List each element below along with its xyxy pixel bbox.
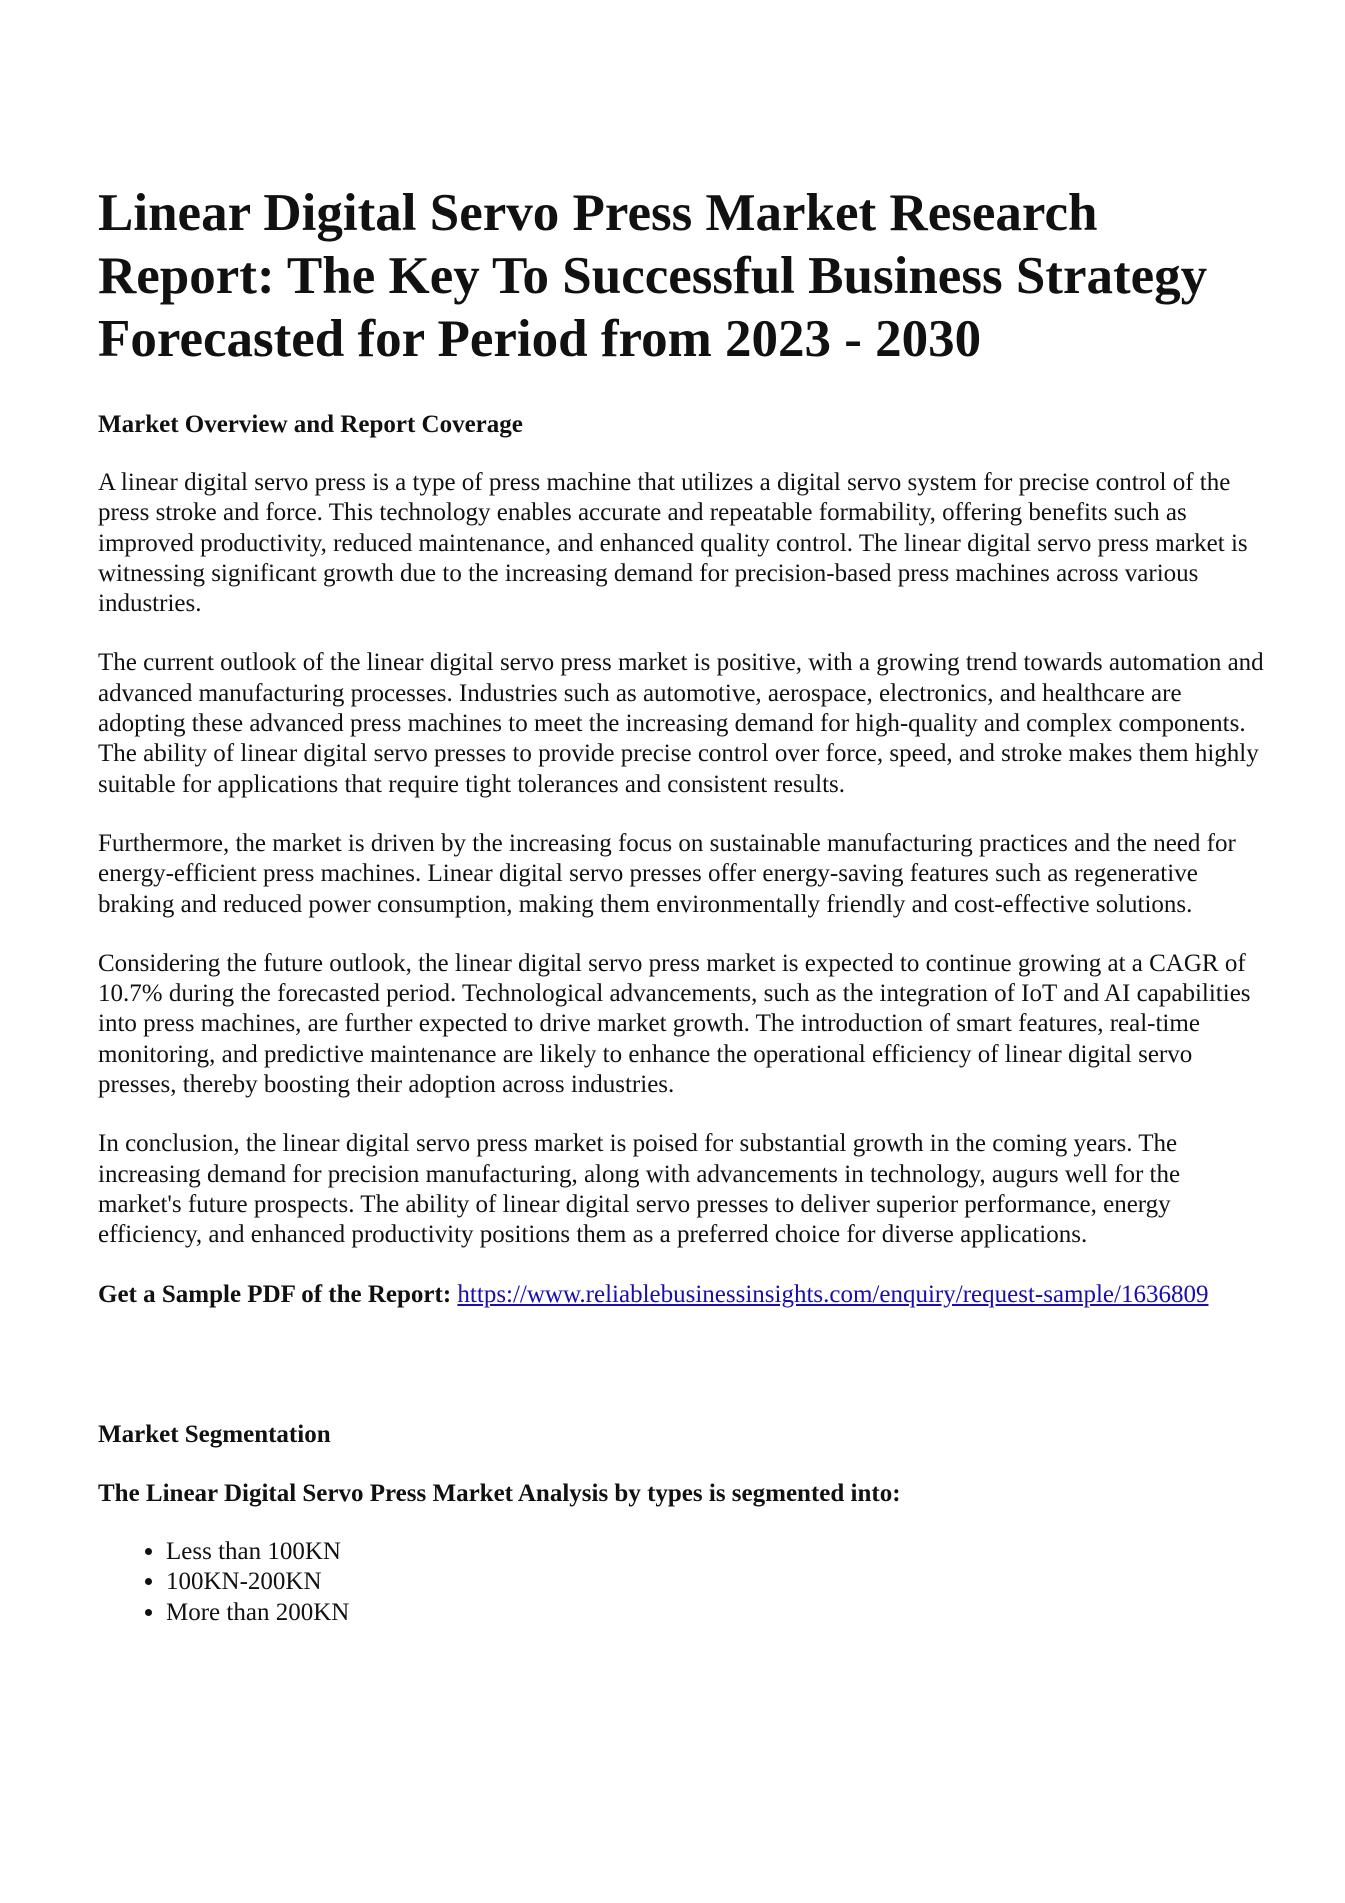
list-item: • 100KN-200KN — [166, 1567, 1268, 1598]
types-heading: The Linear Digital Servo Press Market Analysis by types is segmented into: — [98, 1479, 901, 1507]
overview-paragraph-4: Considering the future outlook, the linear digital servo press market is expected to continue growing at a CAGR of 10.7% during the forecasted period. Technological advancements, such as the integration of IoT and AI capabilities into press machines, are further expected to drive market growth. The introduction of smart features, real-time monitoring, and predictive maintenance are likely to enhance the operational efficiency of linear digital servo presses, thereby boosting their adoption across industries. — [98, 949, 1251, 1099]
segmentation-heading: Market Segmentation — [98, 1420, 331, 1448]
overview-paragraph-1: A linear digital servo press is a type of press machine that utilizes a digital servo system for precise control of the press stroke and force. This technology enables accurate and repeatable formability, offering benefits such as improved productivity, reduced maintenance, and enhanced quality control. The linear digital servo press market is witnessing significant growth due to the increasing demand for precision-based press machines across various industries. — [98, 469, 1248, 618]
list-item: • Less than 100KN — [166, 1537, 1268, 1568]
sample-pdf-line — [98, 1280, 1268, 1310]
sample-pdf-link[interactable]: https://www.reliablebusinessinsights.com/enquiry/request-sample/1636809 — [457, 1280, 1209, 1308]
sample-pdf-label: Get a Sample PDF of the Report: — [98, 1280, 452, 1308]
document-page — [98, 182, 1268, 1628]
list-item: • More than 200KN — [166, 1598, 1268, 1629]
overview-paragraph-2: The current outlook of the linear digital servo press market is positive, with a growing trend towards automation and advanced manufacturing processes. Industries such as automotive, aerospace, electronics, and healthcare are adopting these advanced press machines to meet the increasing demand for high-quality and complex components. The ability of linear digital servo presses to provide precise control over force, speed, and stroke makes them highly suitable for applications that require tight tolerances and consistent results. — [98, 649, 1264, 798]
overview-paragraph-5: In conclusion, the linear digital servo press market is poised for substantial growth in the coming years. The increasing demand for precision manufacturing, along with advancements in technology, augurs well for the market's future prospects. The ability of linear digital servo presses to deliver superior performance, energy efficiency, and enhanced productivity positions them as a preferred choice for diverse applications. — [98, 1130, 1181, 1249]
types-list — [98, 1537, 1268, 1629]
section-spacer — [98, 1339, 1268, 1419]
overview-paragraph-3: Furthermore, the market is driven by the increasing focus on sustainable manufacturing practices and the need for energy-efficient press machines. Linear digital servo presses offer energy-saving features such as regenerative braking and reduced power consumption, making them environmentally friendly and cost-effective solutions. — [98, 829, 1236, 918]
overview-heading: Market Overview and Report Coverage — [98, 411, 523, 438]
document-title: Linear Digital Servo Press Market Research Report: The Key To Successful Business Strategy Forecasted for Period from 2023 - 2030 — [98, 184, 1208, 368]
